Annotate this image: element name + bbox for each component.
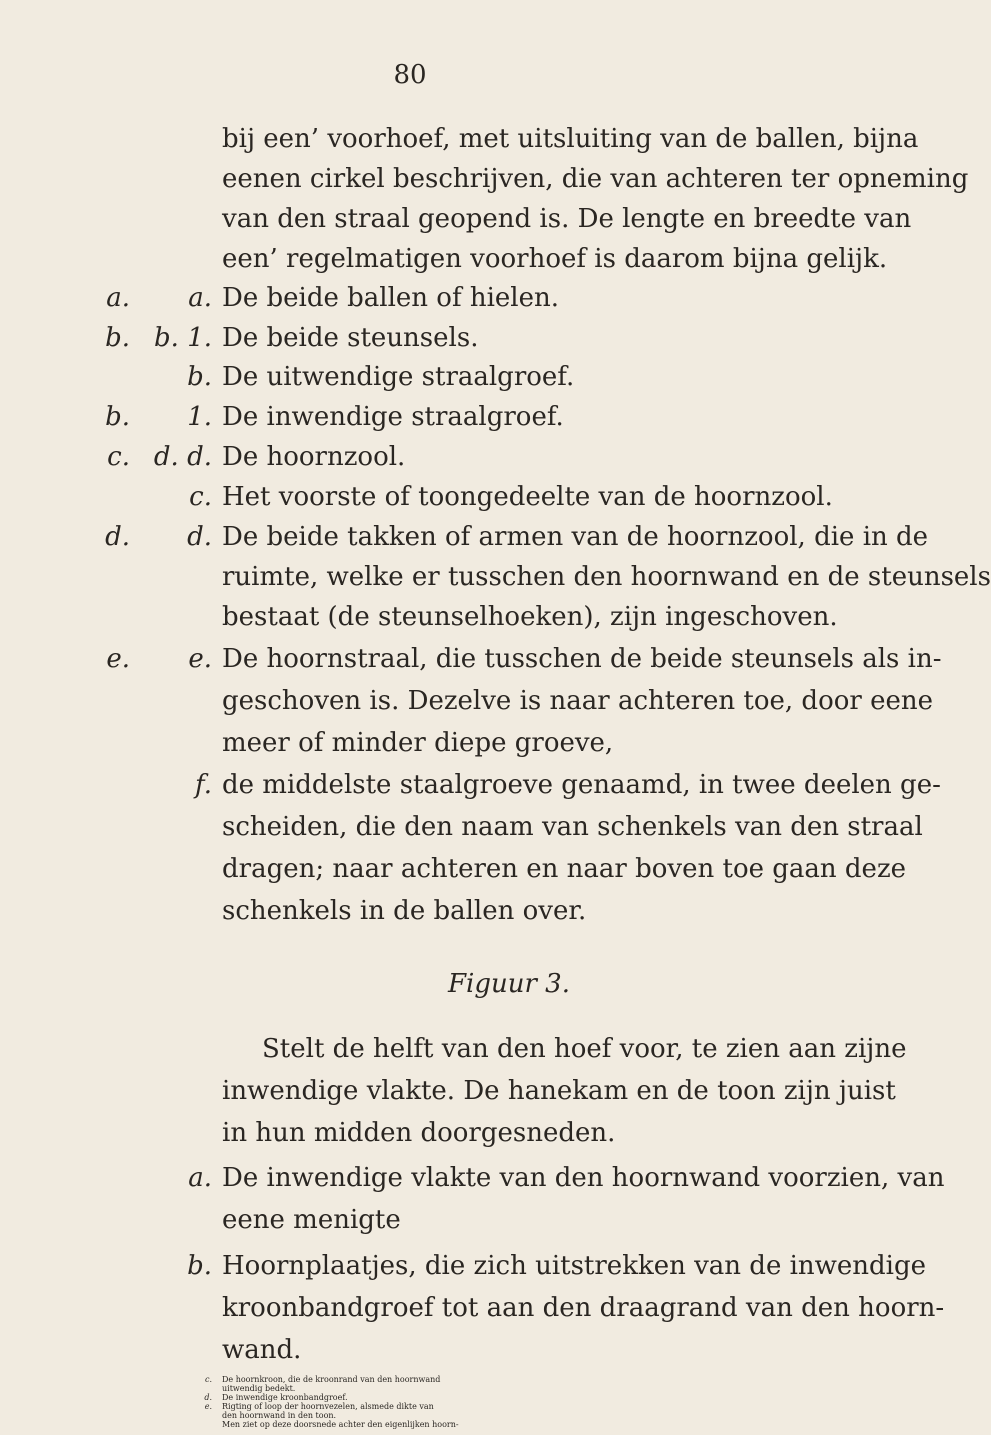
list-item-text: Het voorste of toongedeelte van de hoornzool. bbox=[222, 482, 833, 512]
list-item-text: de middelste staalgroeve genaamd, in twee deelen ge- bbox=[222, 770, 941, 800]
text-line: bij een’ voorhoef, met uitsluiting van de ballen, bijna bbox=[222, 124, 919, 154]
list-item-text: De inwendige kroonbandgroef. bbox=[222, 1393, 348, 1402]
margin-marker: b. bbox=[187, 1251, 212, 1281]
text-line: schenkels in de ballen over. bbox=[222, 896, 587, 926]
margin-marker-left: a. bbox=[106, 283, 130, 313]
text-line: uitwendig bedekt. bbox=[222, 1384, 296, 1393]
text-line: bestaat (de steunselhoeken), zijn ingeschoven. bbox=[222, 602, 838, 632]
text-line: den hoornwand in den toon. bbox=[222, 1411, 337, 1420]
text-line: ruimte, welke er tusschen den hoornwand en de steunsels bbox=[222, 562, 991, 592]
margin-marker-left: e. bbox=[106, 644, 130, 674]
text-line: Men ziet op deze doorsnede achter den eigenlijken hoorn- bbox=[222, 1420, 459, 1429]
margin-marker-left: b. bbox=[105, 323, 130, 353]
margin-marker: a. bbox=[188, 1163, 212, 1193]
list-item-text: De uitwendige straalgroef. bbox=[222, 362, 575, 392]
list-item-text: De beide takken of armen van de hoornzool, die in de bbox=[222, 522, 929, 552]
text-line: eene menigte bbox=[222, 1205, 401, 1235]
text-line: eenen cirkel beschrijven, die van achteren ter opneming bbox=[222, 164, 969, 194]
page-number: 80 bbox=[393, 60, 427, 90]
text-line: van den straal geopend is. De lengte en breedte van bbox=[222, 204, 912, 234]
margin-marker: f. bbox=[195, 770, 212, 800]
list-item-text: De inwendige vlakte van den hoornwand voorzien, van bbox=[222, 1163, 945, 1193]
margin-marker: b. bbox=[187, 362, 212, 392]
text-line: Stelt de helft van den hoef voor, te zien aan zijne bbox=[262, 1034, 907, 1064]
margin-marker: 1. bbox=[187, 402, 212, 432]
margin-marker-left: b. bbox=[105, 402, 130, 432]
margin-marker-left: c. bbox=[107, 442, 130, 472]
list-item-text: De inwendige straalgroef. bbox=[222, 402, 564, 432]
margin-marker: d. d. bbox=[153, 442, 212, 472]
margin-marker: c. bbox=[189, 482, 212, 512]
margin-marker: e. bbox=[204, 1402, 212, 1411]
list-item-text: De hoornstraal, die tusschen de beide steunsels als in- bbox=[222, 644, 942, 674]
list-item-text: Hoornplaatjes, die zich uitstrekken van de inwendige bbox=[222, 1251, 927, 1281]
margin-marker-left: d. bbox=[105, 522, 130, 552]
margin-marker: a. bbox=[188, 283, 212, 313]
figure-caption: Figuur 3. bbox=[448, 969, 570, 999]
text-line: een’ regelmatigen voorhoef is daarom bijna gelijk. bbox=[222, 244, 888, 274]
list-item-text: Rigting of loop der hoornvezelen, alsmede dikte van bbox=[222, 1402, 434, 1411]
margin-marker: e. bbox=[188, 644, 212, 674]
margin-marker: b. 1. bbox=[154, 323, 212, 353]
text-line: inwendige vlakte. De hanekam en de toon zijn juist bbox=[222, 1076, 896, 1106]
list-item-text: De beide steunsels. bbox=[222, 323, 479, 353]
text-line: meer of minder diepe groeve, bbox=[222, 728, 614, 758]
text-line: dragen; naar achteren en naar boven toe gaan deze bbox=[222, 854, 907, 884]
margin-marker: d. bbox=[187, 522, 212, 552]
text-line: wand. bbox=[222, 1335, 302, 1365]
list-item-text: De beide ballen of hielen. bbox=[222, 283, 560, 313]
text-line: kroonbandgroef tot aan den draagrand van den hoorn- bbox=[222, 1293, 945, 1323]
margin-marker: c. bbox=[204, 1375, 212, 1384]
text-line: geschoven is. Dezelve is naar achteren toe, door eene bbox=[222, 686, 933, 716]
text-line: in hun midden doorgesneden. bbox=[222, 1118, 616, 1148]
margin-marker: d. bbox=[204, 1393, 212, 1402]
list-item-text: De hoornkroon, die de kroonrand van den hoornwand bbox=[222, 1375, 441, 1384]
list-item-text: De hoornzool. bbox=[222, 442, 406, 472]
text-line: scheiden, die den naam van schenkels van den straal bbox=[222, 812, 923, 842]
